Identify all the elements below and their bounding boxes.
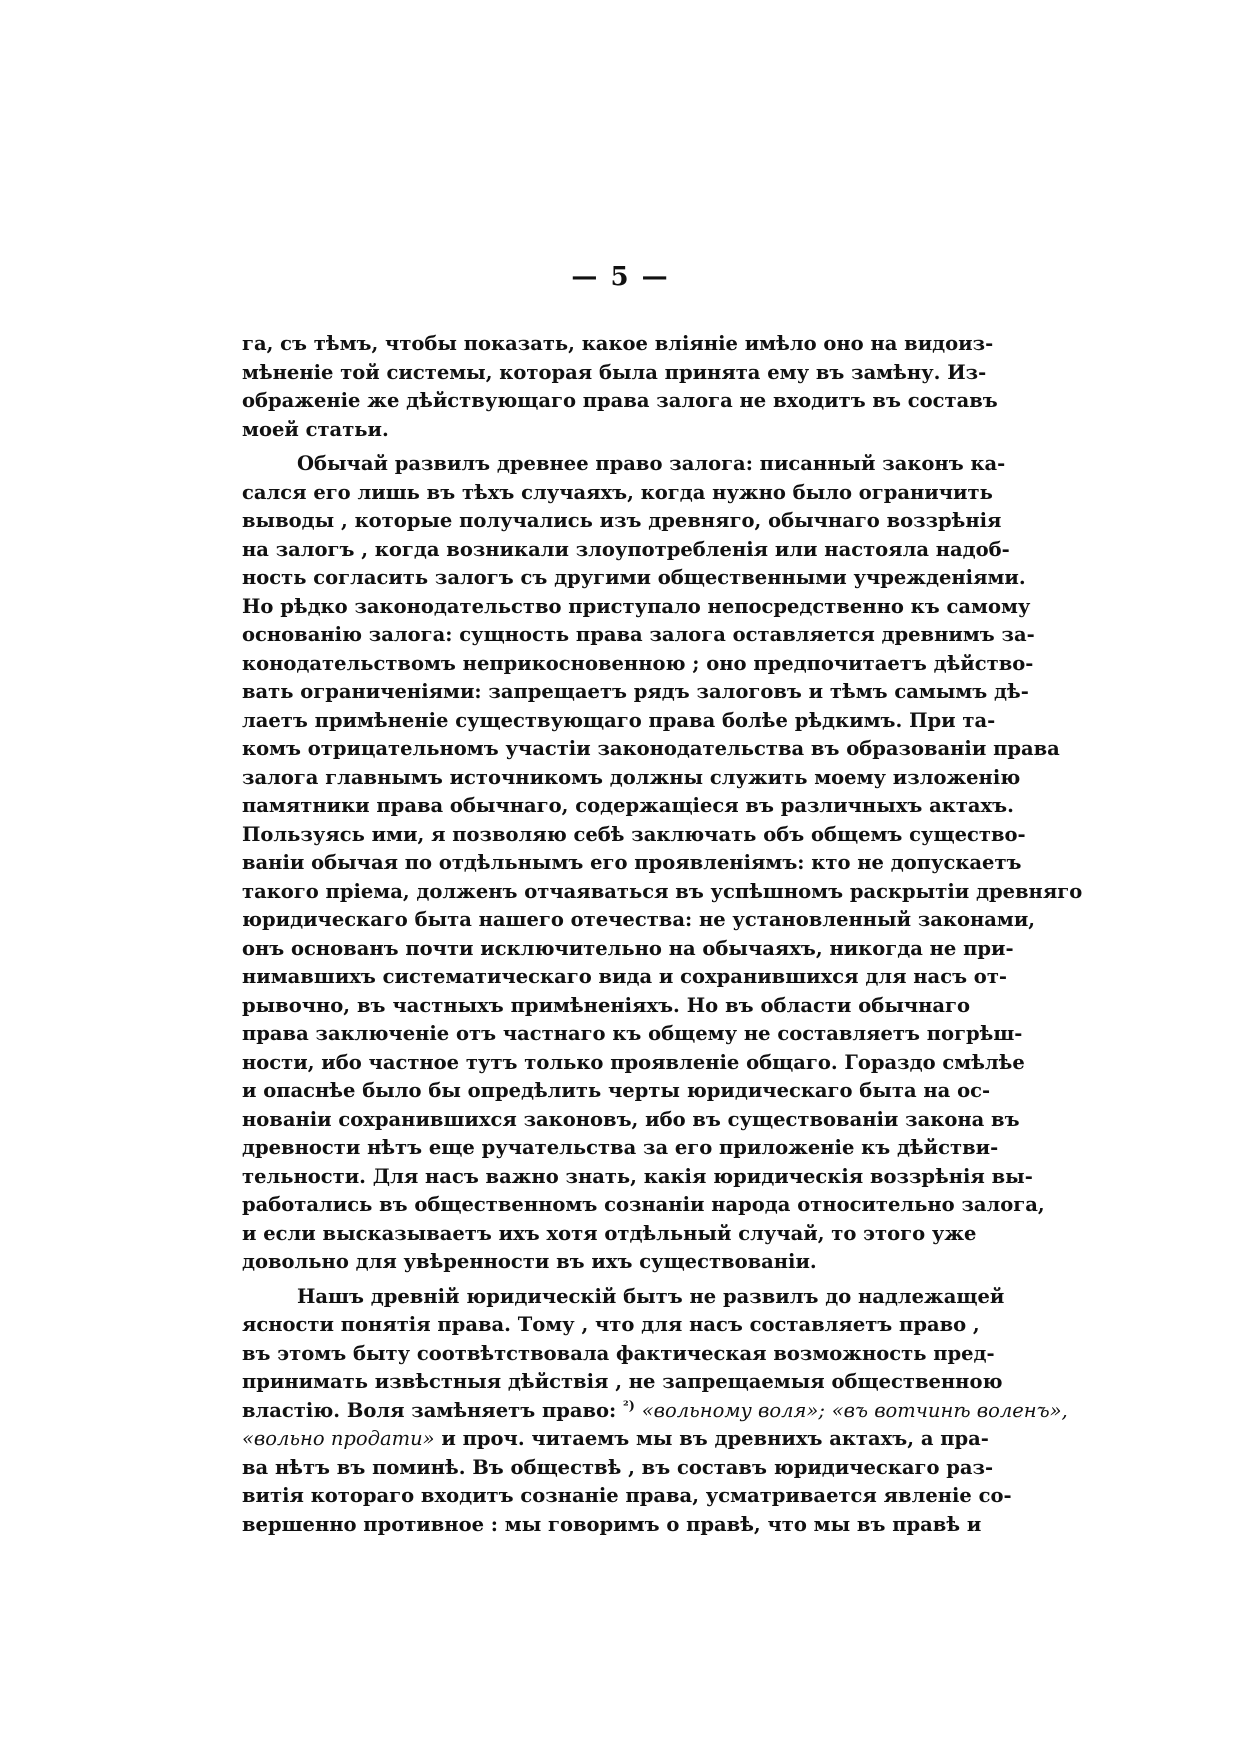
text-line: памятники права обычнаго, содержащіеся въ различныхъ актахъ. [242,794,1014,817]
text-line: онъ основанъ почти исключительно на обычаяхъ, никогда не при- [242,936,1014,960]
text-line: и опаснѣе было бы опредѣлить черты юридическаго быта на ос- [242,1079,991,1102]
text-line: и если высказываетъ ихъ хотя отдѣльный случай, то этого уже [242,1221,977,1245]
text-line: такого пріема, долженъ отчаяваться въ успѣшномъ раскрытіи древняго [242,879,1083,903]
text-line: юридическаго быта нашего отечества: не установленный законами, [242,908,1036,931]
text-line: основанію залога: сущность права залога оставляется древнимъ за- [242,623,1035,646]
text-line: вать ограниченіями: запрещаетъ рядъ залоговъ и тѣмъ самымъ дѣ- [242,680,1029,703]
text-line: моей статьи. [242,417,389,441]
text-line: тельности. Для насъ важно знать, какія юридическія воззрѣнія вы- [242,1164,1033,1188]
quote-v-votchine-volen: «въ вотчинѣ воленъ», [831,1398,1068,1422]
text-line: нованіи сохранившихся законовъ, ибо въ существованіи закона въ [242,1107,1020,1131]
text-line: нимавшихъ систематическаго вида и сохранившихся для насъ от- [242,965,1007,988]
text-line: ва нѣтъ въ поминѣ. Въ обществѣ , въ составъ юридическаго раз- [242,1455,994,1479]
paragraph-start-line: Нашъ древній юридическій бытъ не развилъ до надлежащей [297,1284,1005,1308]
text-line: га, съ тѣмъ, чтобы показать, какое вліяніе имѣло оно на видоиз- [242,332,994,355]
text-line: Но рѣдко законодательство приступало непосредственно къ самому [242,594,1031,618]
text-line: на залогъ , когда возникали злоупотребленія или настояла надоб- [242,537,1010,561]
text-line: ности, ибо частное тутъ только проявленіе общаго. Гораздо смѣлѣе [242,1050,1025,1074]
text-line: комъ отрицательномъ участіи законодательства въ образованіи права [242,737,1060,760]
quote-volno-prodati: «вольно продати» [242,1427,435,1450]
text-line: витія котораго входитъ сознаніе права, усматривается явленіе со- [242,1484,1012,1507]
text-line: принимать извѣстныя дѣйствія , не запрещаемыя общественною [242,1370,1003,1393]
text-line-with-quotes [242,1397,1068,1426]
text-line-with-quote [242,1425,989,1454]
text-line: конодательствомъ неприкосновенною ; оно предпочитаетъ дѣйство- [242,651,1034,675]
text-line: ваніи обычая по отдѣльнымъ его проявленіямъ: кто не допускаетъ [242,851,1022,874]
text-line: права заключеніе отъ частнаго къ общему не составляетъ погрѣш- [242,1022,1023,1045]
text-line: рывочно, въ частныхъ примѣненіяхъ. Но въ области обычнаго [242,993,970,1017]
text-line: вершенно противное : мы говоримъ о правѣ, что мы въ правѣ и [242,1512,982,1536]
text-line: мѣненіе той системы, которая была принята ему въ замѣну. Из- [242,360,987,384]
text-line: сался его лишь въ тѣхъ случаяхъ, когда нужно было ограничить [242,480,993,504]
text-line: залога главнымъ источникомъ должны служить моему изложенію [242,765,1021,789]
text-line: Пользуясь ими, я позволяю себѣ заключать объ общемъ существо- [242,822,1026,846]
text-line: довольно для увѣренности въ ихъ существованіи. [242,1250,817,1273]
body-text [242,330,1083,1539]
text-line: ясности понятія права. Тому , что для насъ составляетъ право , [242,1313,980,1336]
text-segment: властію. Воля замѣняетъ право: [242,1398,617,1422]
paragraph-start-line: Обычай развилъ древнее право залога: писанный законъ ка- [297,452,1006,475]
text-line: древности нѣтъ еще ручательства за его приложеніе къ дѣйстви- [242,1136,999,1159]
text-line: лаетъ примѣненіе существующаго права болѣе рѣдкимъ. При та- [242,708,996,732]
quote-volnomu-volia: «вольному воля»; [641,1398,825,1422]
text-line: въ этомъ быту соотвѣтствовала фактическая возможность пред- [242,1341,995,1365]
text-line: ность согласить залогъ съ другими общественными учрежденіями. [242,566,1026,589]
text-segment: и проч. читаемъ мы въ древнихъ актахъ, а пра- [441,1427,989,1450]
text-line: работались въ общественномъ сознаніи народа относительно залога, [242,1193,1045,1216]
text-line: выводы , которые получались изъ древняго, обычнаго воззрѣнія [242,509,1002,532]
footnote-mark: ²) [623,1398,635,1414]
page-number: — 5 — [571,262,670,292]
text-line: ображеніе же дѣйствующаго права залога не входитъ въ составъ [242,389,998,412]
